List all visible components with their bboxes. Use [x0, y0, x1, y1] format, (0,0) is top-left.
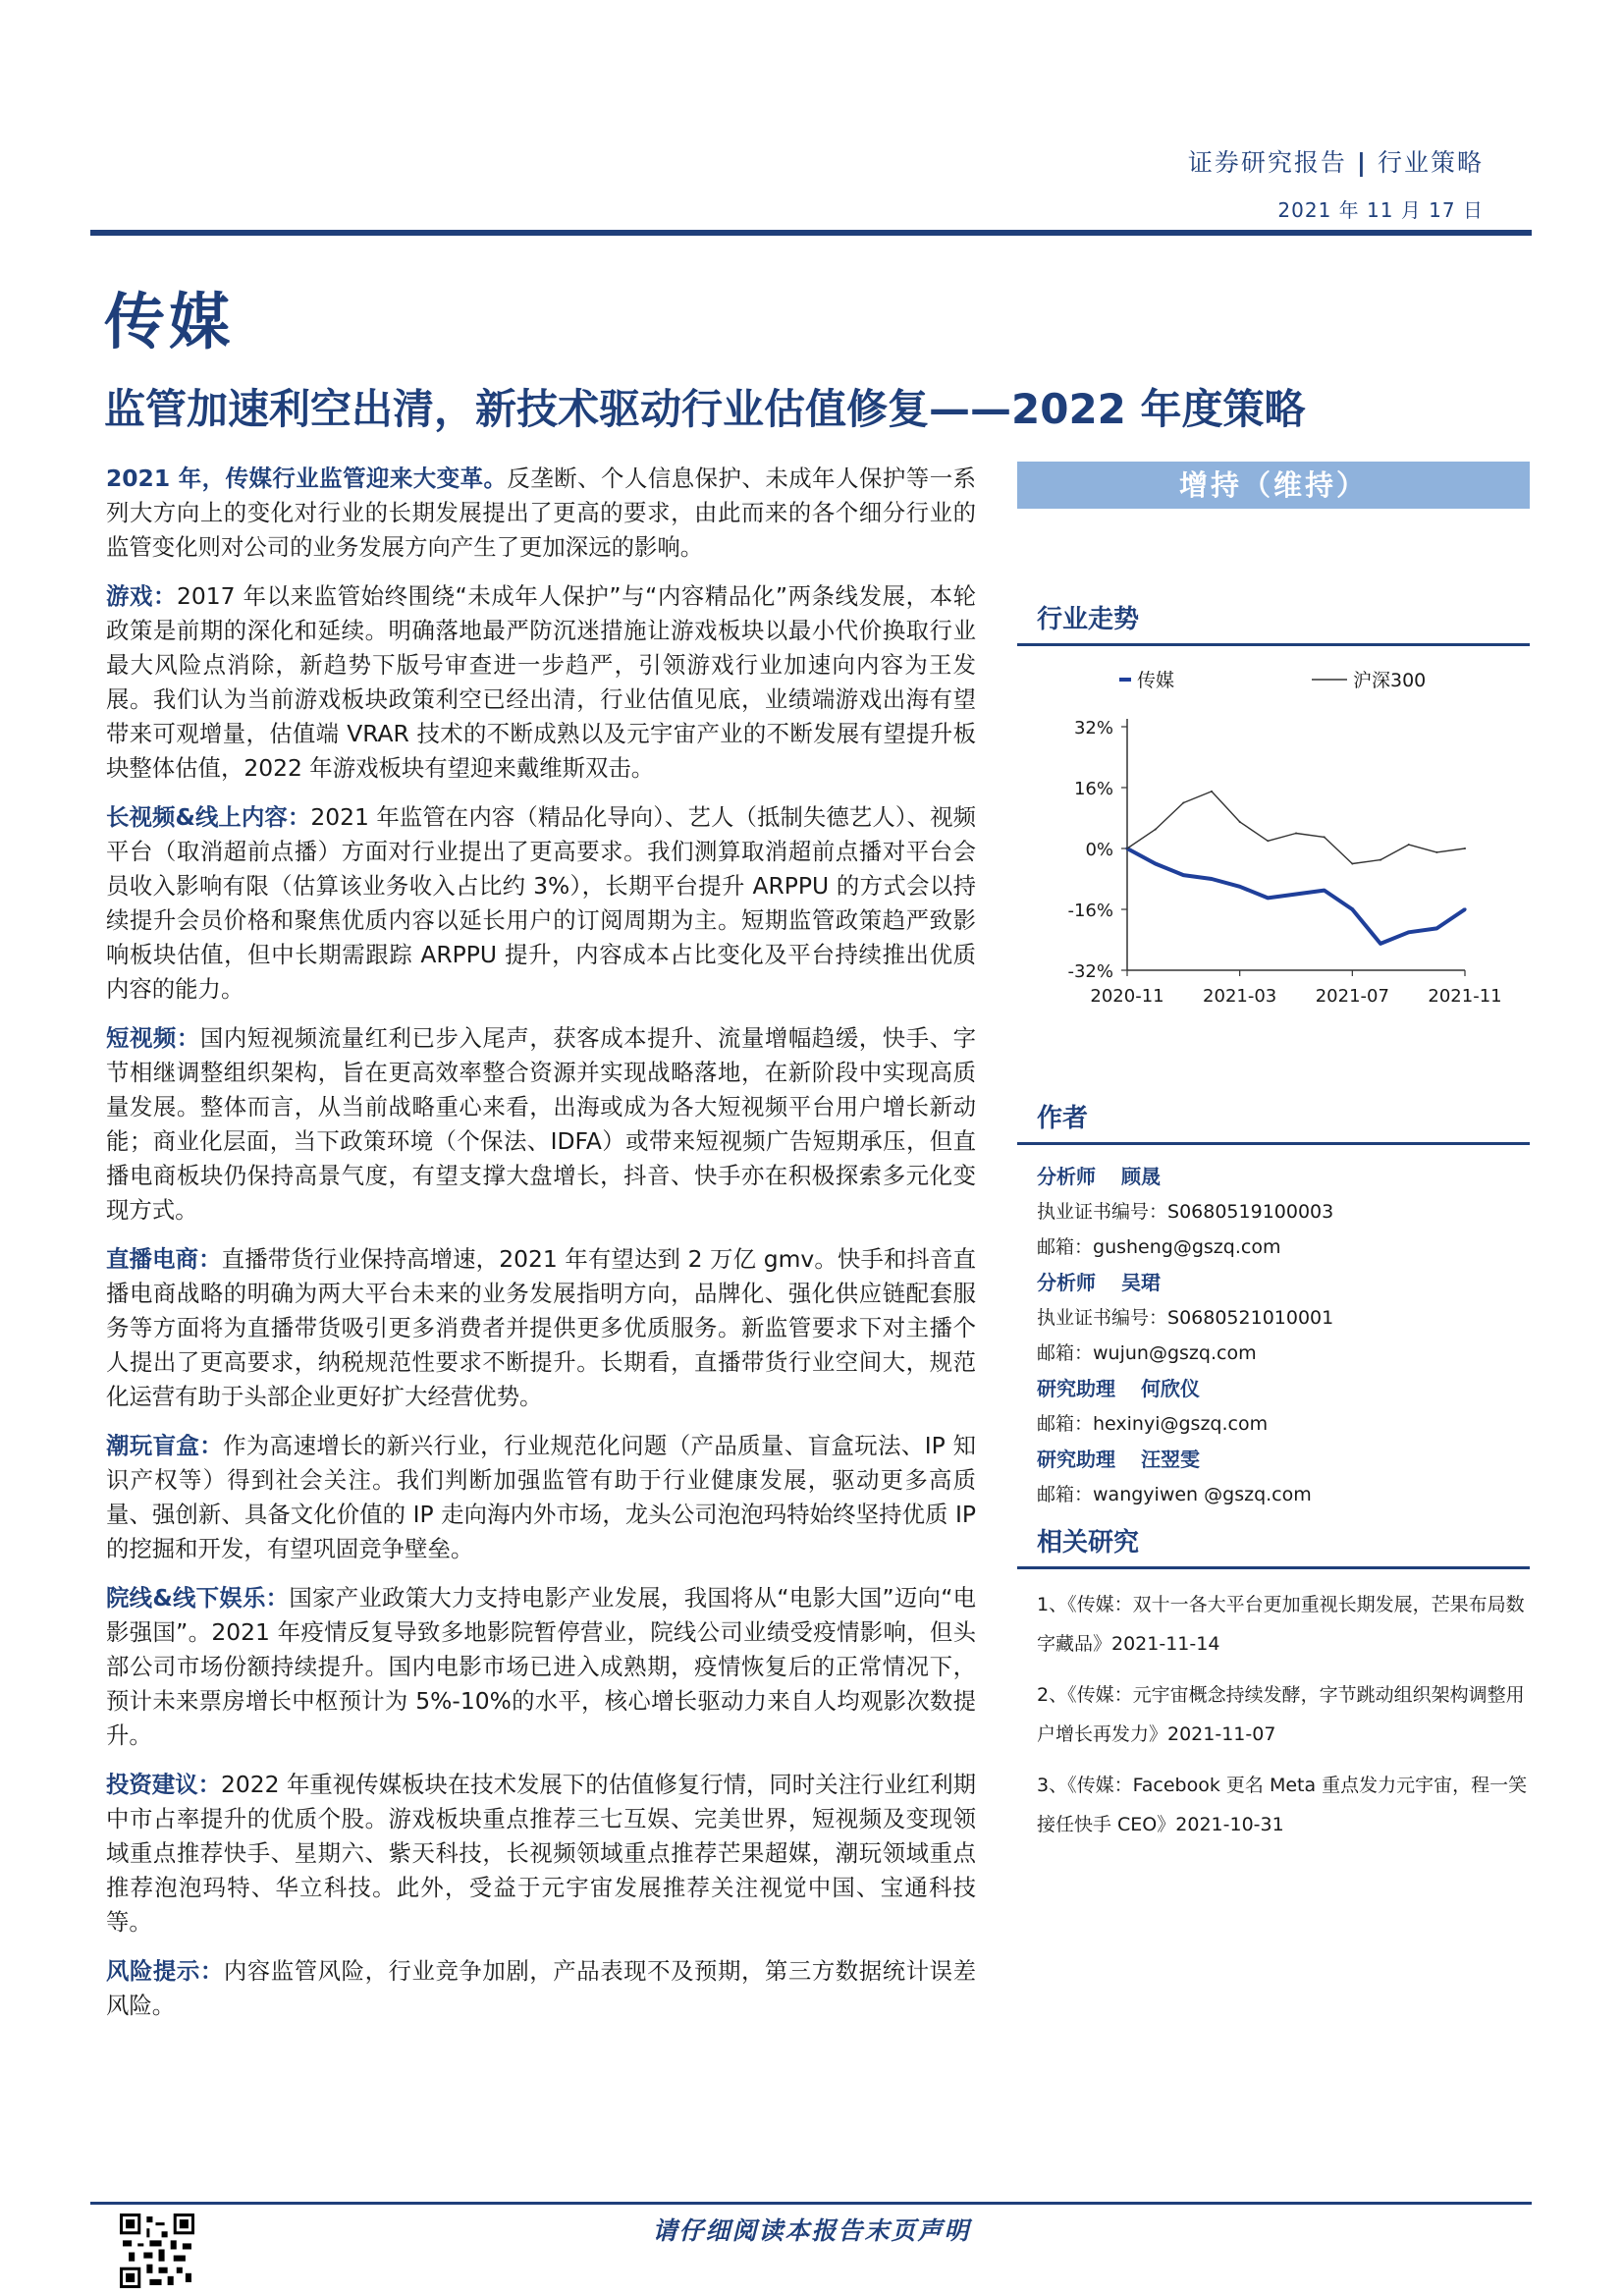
header-separator: |: [1356, 148, 1368, 177]
data-point-media: [1463, 907, 1466, 910]
author-email: [1037, 1406, 1530, 1442]
paragraph-lead: 2021 年，传媒行业监管迎来大变革。: [106, 465, 508, 492]
data-point-hs300: [1380, 859, 1381, 861]
author-role: 分析师: [1037, 1165, 1096, 1188]
author-role: 分析师: [1037, 1271, 1096, 1294]
y-tick-label: -16%: [1067, 901, 1113, 921]
author-email: [1037, 1336, 1530, 1371]
author-cert: [1037, 1300, 1530, 1336]
author-email: [1037, 1477, 1530, 1512]
related-title: 相关研究: [1017, 1522, 1530, 1569]
rating-badge: 增持（维持）: [1017, 462, 1530, 509]
summary-paragraph: [106, 800, 976, 1007]
series-line-media: [1127, 848, 1465, 944]
paragraph-text: 2022 年重视传媒板块在技术发展下的估值修复行情，同时关注行业红利期中市占率提升的优质个股。游戏板块重点推荐三七互娱、完美世界，短视频及变现领域重点推荐快手、星期六、紫天科技，长视频领域重点推荐芒果超媒，潮玩领域重点推荐泡泡玛特、华立科技。此外，受益于元宇宙发展推荐关注视觉中国、宝通科技等。: [106, 1771, 977, 1936]
author-name: 吴珺: [1121, 1271, 1161, 1294]
legend-label-media: 传媒: [1137, 670, 1175, 691]
summary-paragraph: [106, 462, 976, 565]
paragraph-lead: 院线&线下娱乐：: [106, 1584, 290, 1612]
y-tick-label: -32%: [1067, 961, 1113, 982]
summary-paragraph: [106, 579, 976, 786]
author-list: [1017, 1145, 1530, 1512]
data-point-media: [1379, 942, 1381, 945]
paragraph-text: 反垄断、个人信息保护、未成年人保护等一系列大方向上的变化对行业的长期发展提出了更高的要求，由此而来的各个细分行业的监管变化则对公司的业务发展方向产生了更加深远的影响。: [106, 465, 976, 561]
email-label: 邮箱：: [1037, 1342, 1094, 1364]
bottom-divider: [90, 2202, 1532, 2205]
data-point-media: [1407, 931, 1410, 934]
author-role: 研究助理: [1037, 1448, 1115, 1471]
email-label: 邮箱：: [1037, 1413, 1094, 1435]
data-point-media: [1154, 862, 1157, 865]
trend-title: 行业走势: [1017, 599, 1530, 646]
author-name: 汪翌雯: [1141, 1448, 1200, 1471]
related-report-link[interactable]: 2、《传媒：元宇宙概念持续发酵，字节跳动组织架构调整用户增长再发力》2021-11-07: [1037, 1684, 1525, 1745]
email-link[interactable]: wujun@gszq.com: [1093, 1342, 1257, 1364]
cert-number: S0680519100003: [1167, 1201, 1334, 1223]
y-tick-label: 0%: [1085, 840, 1113, 860]
top-divider: [90, 230, 1532, 236]
paragraph-lead: 短视频：: [106, 1024, 200, 1052]
x-tick-label: 2021-07: [1315, 986, 1389, 1007]
author-role: 研究助理: [1037, 1377, 1115, 1400]
summary-paragraph: [106, 1021, 976, 1228]
paragraph-lead: 风险提示：: [106, 1957, 224, 1985]
report-date: 2021 年 11 月 17 日: [1277, 198, 1484, 222]
report-type: 证券研究报告: [1187, 148, 1347, 177]
author-email: [1037, 1230, 1530, 1265]
author-role-line: [1037, 1442, 1530, 1477]
data-point-hs300: [1295, 833, 1297, 835]
paragraph-lead: 潮玩盲盒：: [106, 1432, 224, 1459]
data-point-media: [1351, 907, 1354, 910]
paragraph-lead: 投资建议：: [106, 1771, 222, 1798]
data-point-hs300: [1155, 829, 1157, 831]
paragraph-text: 作为高速增长的新兴行业，行业规范化问题（产品质量、盲盒玩法、IP 知识产权等）得到社会关注。我们判断加强监管有助于行业健康发展，驱动更多高质量、强创新、具备文化价值的 IP 走向海内外市场，龙头公司泡泡玛特始终坚持优质 IP 的挖掘和开发，有望巩固竞争壁垒。: [106, 1432, 977, 1562]
data-point-hs300: [1126, 847, 1128, 849]
email-link[interactable]: wangyiwen @gszq.com: [1093, 1484, 1312, 1505]
email-label: 邮箱：: [1037, 1236, 1094, 1258]
paragraph-text: 2017 年以来监管始终围绕“未成年人保护”与“内容精品化”两条线发展，本轮政策是前期的深化和延续。明确落地最严防沉迷措施让游戏板块以最小代价换取行业最大风险点消除，新趋势下版号审查进一步趋严，引领游戏行业加速向内容为王发展。我们认为当前游戏板块政策利空已经出清，行业估值见底，业绩端游戏出海有望带来可观增量，估值端 VRAR 技术的不断成熟以及元宇宙产业的不断发展有望提升板块整体估值，2022 年游戏板块有望迎来戴维斯双击。: [106, 582, 976, 782]
data-point-hs300: [1239, 821, 1241, 823]
author-name: 何欣仪: [1141, 1377, 1200, 1400]
paragraph-text: 国家产业政策大力支持电影产业发展，我国将从“电影大国”迈向“电影强国”。2021 年疫情反复导致多地影院暂停营业，院线公司业绩受疫情影响，但头部公司市场份额持续提升。国内电影市场已进入成熟期，疫情恢复后的正常情况下，预计未来票房增长中枢预计为 5%-10%的水平，核心增长驱动力来自人均观影次数提升。: [106, 1584, 976, 1749]
summary-paragraph: [106, 1242, 976, 1414]
paragraph-lead: 直播电商：: [106, 1245, 222, 1273]
y-tick-label: 32%: [1073, 718, 1113, 738]
summary-paragraph: [106, 1954, 976, 2023]
y-tick-label: 16%: [1073, 779, 1113, 799]
trend-chart-svg: [1017, 658, 1530, 1090]
data-point-hs300: [1351, 863, 1353, 865]
series-line-hs300: [1127, 792, 1465, 864]
chart-axes: [1067, 718, 1501, 1007]
data-point-media: [1294, 893, 1297, 896]
x-tick-label: 2021-03: [1203, 986, 1277, 1007]
data-point-hs300: [1211, 791, 1213, 793]
trend-chart: [1017, 658, 1530, 1090]
related-list: [1017, 1569, 1530, 1844]
paragraph-text: 2021 年监管在内容（精品化导向）、艺人（抵制失德艺人）、视频平台（取消超前点播）方面对行业提出了更高要求。我们测算取消超前点播对平台会员收入影响有限（估算该业务收入占比约 3%），长期平台提升 ARPPU 的方式会以持续提升会员价格和聚焦优质内容以延长用户的订阅周期为主。短期监管政策趋严致影响板块估值，但中长期需跟踪 ARPPU 提升，内容成本占比变化及平台持续推出优质内容的能力。: [106, 803, 977, 1003]
cert-number: S0680521010001: [1167, 1307, 1334, 1329]
x-tick-label: 2021-11: [1428, 986, 1502, 1007]
related-report-link[interactable]: 3、《传媒：Facebook 更名 Meta 重点发力元宇宙，程一笑接任快手 CEO》2021-10-31: [1037, 1775, 1528, 1835]
data-point-media: [1435, 927, 1438, 930]
author-role-line: [1037, 1159, 1530, 1194]
email-link[interactable]: gusheng@gszq.com: [1093, 1236, 1281, 1258]
data-point-media: [1267, 897, 1270, 900]
data-point-hs300: [1408, 844, 1410, 846]
data-point-media: [1210, 877, 1213, 880]
data-point-hs300: [1464, 847, 1466, 849]
data-point-hs300: [1435, 851, 1437, 853]
paragraph-lead: 游戏：: [106, 582, 178, 610]
related-report-link[interactable]: 1、《传媒：双十一各大平台更加重视长期发展，芒果布局数字藏品》2021-11-14: [1037, 1594, 1525, 1655]
email-label: 邮箱：: [1037, 1484, 1094, 1505]
author-role-line: [1037, 1371, 1530, 1406]
data-point-hs300: [1182, 802, 1184, 804]
paragraph-text: 内容监管风险，行业竞争加剧，产品表现不及预期，第三方数据统计误差风险。: [106, 1957, 977, 2019]
cert-label: 执业证书编号：: [1037, 1201, 1168, 1223]
chart-series: [1125, 791, 1466, 946]
disclaimer-note: 请仔细阅读本报告末页声明: [652, 2216, 971, 2245]
report-category: 行业策略: [1377, 148, 1484, 177]
x-tick-label: 2020-11: [1090, 986, 1164, 1007]
sidebar: [1017, 462, 1530, 1856]
paragraph-lead: 长视频&线上内容：: [106, 803, 311, 831]
summary-paragraph: [106, 1768, 976, 1940]
legend-label-hs300: 沪深300: [1353, 670, 1427, 691]
email-link[interactable]: hexinyi@gszq.com: [1093, 1413, 1269, 1435]
authors-title: 作者: [1017, 1098, 1530, 1145]
author-name: 顾晟: [1121, 1165, 1161, 1188]
report-type-header: [1188, 143, 1484, 179]
author-cert: [1037, 1194, 1530, 1230]
paragraph-text: 直播带货行业保持高增速，2021 年有望达到 2 万亿 gmv。快手和抖音直播电商战略的明确为两大平台未来的业务发展指明方向，品牌化、强化供应链配套服务等方面将为直播带货吸引更多消费者并提供更多优质服务。新监管要求下对主播个人提出了更高要求，纳税规范性要求不断提升。长期看，直播带货行业空间大，规范化运营有助于头部企业更好扩大经营优势。: [106, 1245, 977, 1410]
cert-label: 执业证书编号：: [1037, 1307, 1168, 1329]
paragraph-text: 国内短视频流量红利已步入尾声，获客成本提升、流量增幅趋缓，快手、字节相继调整组织架构，旨在更高效率整合资源并实现战略落地，在新阶段中实现高质量发展。整体而言，从当前战略重心来看，出海或成为各大短视频平台用户增长新动能；商业化层面，当下政策环境（个保法、IDFA）或带来短视频广告短期承压，但直播电商板块仍保持高景气度，有望支撑大盘增长，抖音、快手亦在积极探索多元化变现方式。: [106, 1024, 977, 1224]
data-point-hs300: [1267, 840, 1269, 842]
data-point-media: [1182, 874, 1185, 877]
summary-paragraph: [106, 1581, 976, 1753]
author-role-line: [1037, 1265, 1530, 1300]
data-point-media: [1238, 885, 1241, 888]
summary-column: [106, 462, 976, 2038]
summary-paragraph: [106, 1429, 976, 1566]
industry-title: 传媒: [104, 286, 235, 357]
data-point-media: [1323, 889, 1325, 892]
data-point-hs300: [1324, 836, 1325, 838]
report-headline: 监管加速利空出清，新技术驱动行业估值修复——2022 年度策略: [104, 385, 1306, 433]
